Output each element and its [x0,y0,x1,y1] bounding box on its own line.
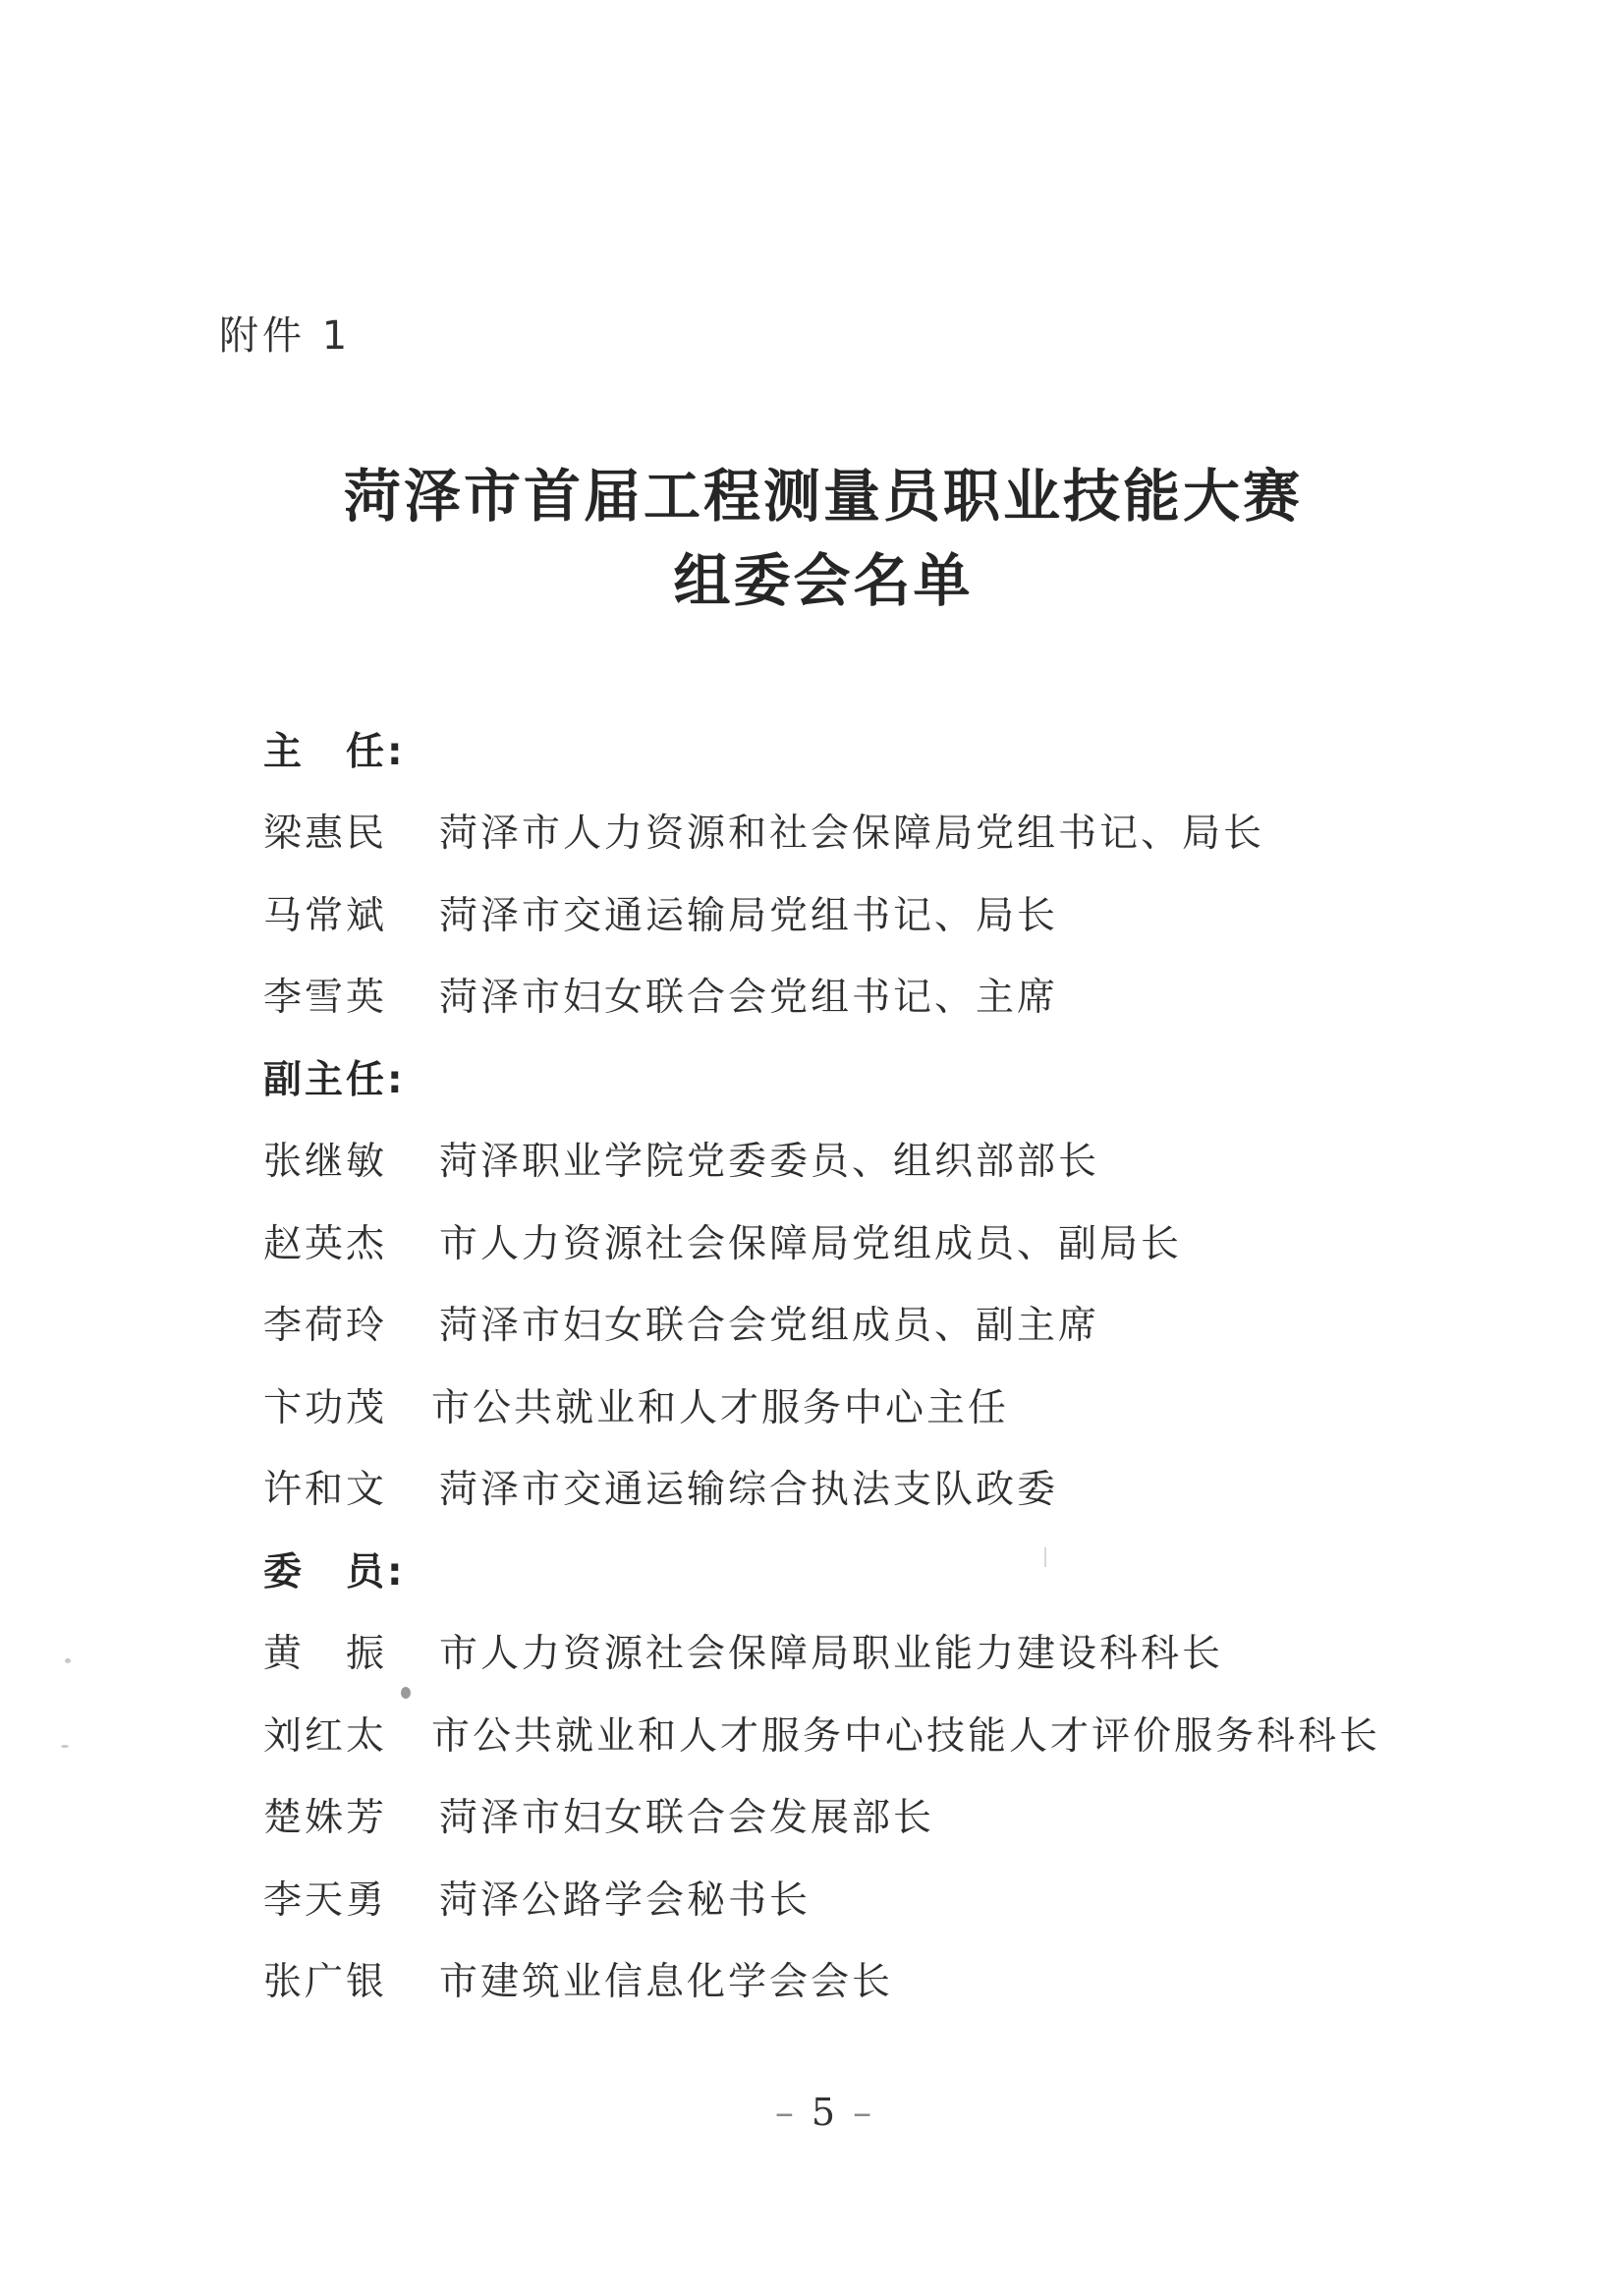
section-heading-deputy-director: 副主任: [263,1058,406,1102]
member-post: 市建筑业信息化学会会长 [439,1960,894,2004]
scan-speck [1044,1547,1046,1567]
scan-speck [65,1658,71,1663]
member-post: 菏泽职业学院党委委员、组织部部长 [439,1140,1100,1184]
member-name: 马常斌 [263,894,388,938]
section-heading-members: 委 员: [263,1550,406,1595]
member-name: 李天勇 [263,1878,388,1923]
member-name: 李荷玲 [263,1304,388,1348]
scan-speck [61,1745,69,1748]
member-post: 市人力资源社会保障局职业能力建设科科长 [439,1632,1224,1676]
attachment-label: 附件 1 [219,313,352,359]
member-post: 市人力资源社会保障局党组成员、副局长 [439,1222,1183,1266]
section-heading-director: 主 任: [263,730,406,774]
member-name: 卞功茂 [263,1386,388,1430]
document-title-line-2: 组委会名单 [673,547,974,614]
member-post: 菏泽市妇女联合会党组成员、副主席 [439,1304,1100,1348]
member-name: 刘红太 [263,1714,388,1759]
member-post: 菏泽市妇女联合会党组书记、主席 [439,976,1059,1020]
document-title-line-1: 菏泽市首届工程测量员职业技能大赛 [343,463,1303,530]
page-number-value: 5 [811,2091,836,2134]
member-name: 许和文 [263,1468,388,1512]
page-number-dash-left: – [774,2091,794,2134]
member-post: 菏泽公路学会秘书长 [439,1878,812,1923]
member-post: 菏泽市交通运输综合执法支队政委 [439,1468,1059,1512]
scan-speck [401,1687,411,1699]
page-number-dash-right: – [853,2091,872,2134]
member-name: 张广银 [263,1960,388,2004]
member-name: 张继敏 [263,1140,388,1184]
member-post: 菏泽市交通运输局党组书记、局长 [439,894,1059,938]
member-post: 菏泽市人力资源和社会保障局党组书记、局长 [439,812,1265,856]
member-name: 赵英杰 [263,1222,388,1266]
member-name: 梁惠民 [263,812,388,856]
member-post: 市公共就业和人才服务中心主任 [431,1386,1010,1430]
member-post: 菏泽市妇女联合会发展部长 [439,1796,935,1840]
member-name: 李雪英 [263,976,388,1020]
member-name: 黄 振 [263,1632,388,1676]
page-number [0,2089,1624,2136]
member-name: 楚姝芳 [263,1796,388,1840]
member-post: 市公共就业和人才服务中心技能人才评价服务科科长 [431,1714,1381,1759]
